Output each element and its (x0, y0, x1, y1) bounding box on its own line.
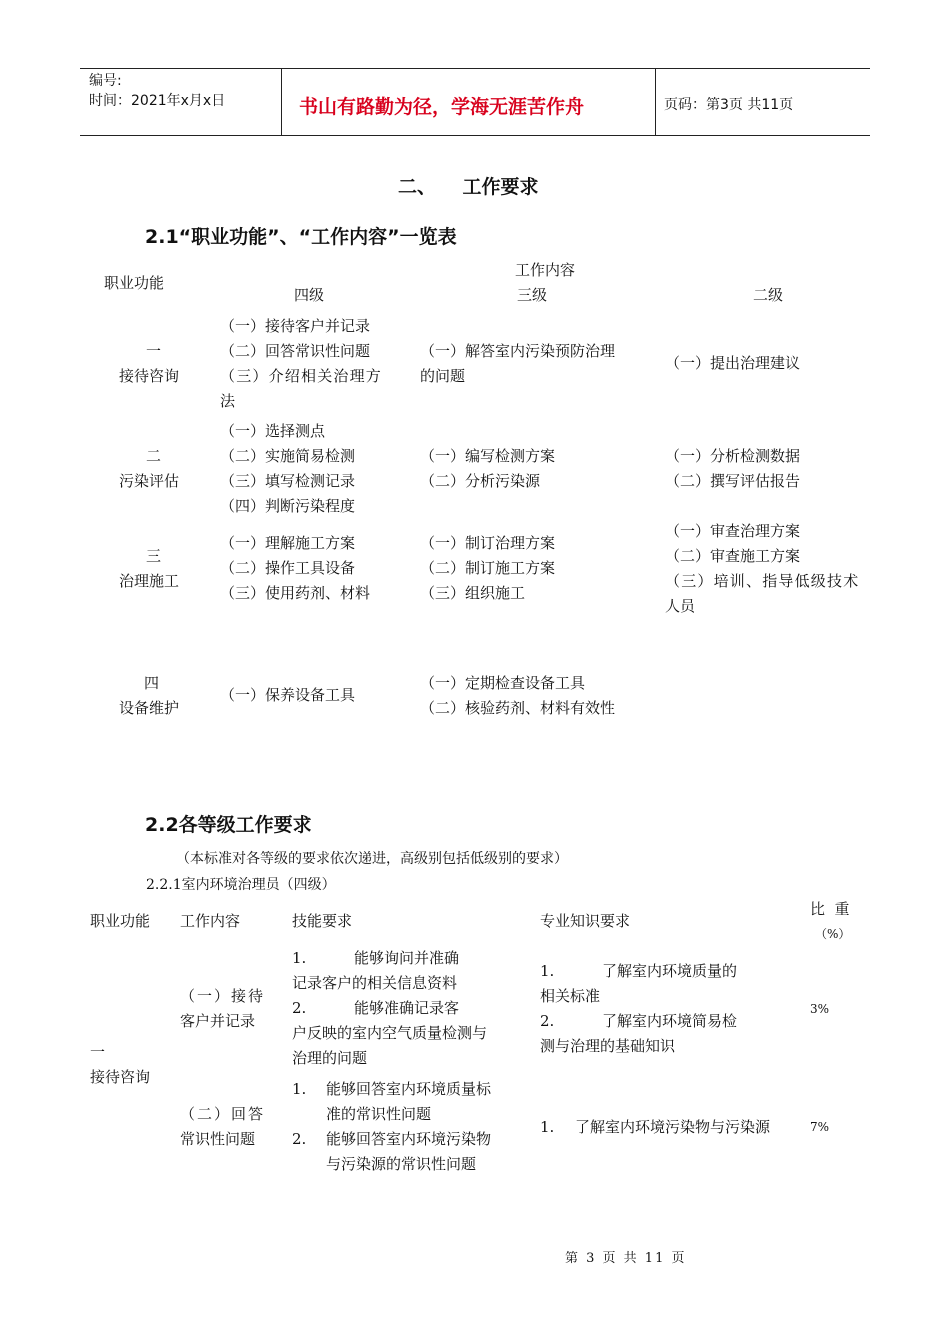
table2-header-function: 职业功能 (90, 912, 151, 930)
row2-level2-item1: （一）分析检测数据 (665, 447, 801, 465)
header-divider-left (281, 68, 282, 136)
row3-level3-item3: （三）组织施工 (420, 584, 526, 602)
row3-level2-item3: （三）培训、指导低级技术 (665, 572, 860, 590)
header-time-label: 时间：2021年x月x日 (89, 93, 226, 109)
row4-function-name: 设备维护 (119, 699, 180, 717)
row1-function-number: 一 (146, 342, 162, 360)
header-divider-right (655, 68, 656, 136)
page-footer: 第 3 页 共 11 页 (565, 1251, 687, 1266)
table2-function-number: 一 (90, 1043, 106, 1061)
table2-row2-knowledge-text: 了解室内环境污染物与污染源 (575, 1118, 771, 1136)
row2-level4-item1: （一）选择测点 (220, 422, 326, 440)
row2-function-name: 污染评估 (119, 472, 180, 490)
header-page-label: 页码：第3页 共11页 (664, 97, 794, 113)
row3-function-name: 治理施工 (119, 572, 180, 590)
row2-level3-item1: （一）编写检测方案 (420, 447, 556, 465)
row4-function-number: 四 (144, 674, 160, 692)
section22-subtitle: 2.2.1室内环境治理员（四级） (146, 877, 336, 893)
table2-row1-knowledge-1: 1. 了解室内环境质量的 (540, 962, 737, 980)
table2-row2-skill-2-line1: 能够回答室内环境污染物 (326, 1130, 492, 1148)
table2-row1-weight: 3% (810, 1002, 830, 1016)
table2-row2-skill-1-line1: 能够回答室内环境质量标 (326, 1080, 492, 1098)
table1-header-function: 职业功能 (104, 274, 165, 292)
table1-header-level2: 二级 (753, 286, 784, 304)
table2-row1-content-2: 客户并记录 (180, 1012, 256, 1030)
row3-level2-item1: （一）审查治理方案 (665, 522, 801, 540)
table2-row2-content-1: （二）回答 (180, 1105, 266, 1123)
row2-level4-item2: （二）实施简易检测 (220, 447, 356, 465)
row1-level4-item1: （一）接待客户并记录 (220, 317, 371, 335)
row2-level2-item2: （二）撰写评估报告 (665, 472, 801, 490)
row1-level2-item1: （一）提出治理建议 (665, 354, 801, 372)
row3-level3-item2: （二）制订施工方案 (420, 559, 556, 577)
table1-header-content: 工作内容 (515, 261, 576, 279)
table2-row2-skill-1-num: 1. (292, 1080, 307, 1098)
row3-level2-item2: （二）审查施工方案 (665, 547, 801, 565)
row3-level4-item3: （三）使用药剂、材料 (220, 584, 371, 602)
row1-function-name: 接待咨询 (119, 367, 180, 385)
table1-title: 2.1“职业功能”、“工作内容”一览表 (145, 226, 457, 248)
header-number-label: 编号: (89, 73, 122, 89)
row4-level3-item2: （二）核验药剂、材料有效性 (420, 699, 616, 717)
header-top-rule (80, 68, 870, 69)
row2-function-number: 二 (146, 447, 162, 465)
section-title: 二、 工作要求 (398, 176, 539, 198)
table2-row1-skill-3: 2. 能够准确记录客 (292, 999, 459, 1017)
table2-row2-skill-1-line2: 准的常识性问题 (326, 1105, 432, 1123)
row1-level4-item2: （二）回答常识性问题 (220, 342, 371, 360)
row3-level3-item1: （一）制订治理方案 (420, 534, 556, 552)
table2-row1-knowledge-4: 测与治理的基础知识 (540, 1037, 676, 1055)
table1-header-level4: 四级 (294, 286, 325, 304)
table2-row2-knowledge-num: 1. (540, 1118, 555, 1136)
row4-level3-item1: （一）定期检查设备工具 (420, 674, 586, 692)
table2-header-skill: 技能要求 (292, 912, 353, 930)
row1-level3-item1-cont: 的问题 (420, 367, 466, 385)
table2-header-content: 工作内容 (180, 912, 241, 930)
table2-row1-content-1: （一）接待 (180, 987, 266, 1005)
table2-function-name: 接待咨询 (90, 1068, 151, 1086)
row1-level3-item1: （一）解答室内污染预防治理 (420, 342, 616, 360)
table2-header-weight: 比 重 (810, 900, 850, 918)
table2-row1-skill-2: 记录客户的相关信息资料 (292, 974, 458, 992)
table2-row2-weight: 7% (810, 1120, 830, 1134)
header-motto: 书山有路勤为径，学海无涯苦作舟 (299, 96, 585, 118)
row2-level3-item2: （二）分析污染源 (420, 472, 541, 490)
row4-level4-item1: （一）保养设备工具 (220, 686, 356, 704)
row3-level4-item2: （二）操作工具设备 (220, 559, 356, 577)
table2-row1-knowledge-3: 2. 了解室内环境简易检 (540, 1012, 737, 1030)
table2-row2-skill-2-line2: 与污染源的常识性问题 (326, 1155, 477, 1173)
row2-level4-item4: （四）判断污染程度 (220, 497, 356, 515)
table2-row2-skill-2-num: 2. (292, 1130, 307, 1148)
row3-level2-item3-cont: 人员 (665, 597, 696, 615)
row2-level4-item3: （三）填写检测记录 (220, 472, 356, 490)
table2-row1-skill-1: 1. 能够询问并准确 (292, 949, 459, 967)
table2-row1-skill-4: 户反映的室内空气质量检测与 (292, 1024, 488, 1042)
table2-row1-skill-5: 治理的问题 (292, 1049, 368, 1067)
header-bottom-rule (80, 135, 870, 136)
table2-row2-content-2: 常识性问题 (180, 1130, 256, 1148)
section22-title: 2.2各等级工作要求 (145, 814, 312, 836)
table1-header-level3: 三级 (517, 286, 548, 304)
table2-header-knowledge: 专业知识要求 (540, 912, 631, 930)
row3-level4-item1: （一）理解施工方案 (220, 534, 356, 552)
row3-function-number: 三 (146, 547, 162, 565)
table2-header-weight-unit: （%） (815, 927, 851, 941)
section22-note: （本标准对各等级的要求依次递进，高级别包括低级别的要求） (176, 851, 568, 867)
table2-row1-knowledge-2: 相关标准 (540, 987, 601, 1005)
row1-level4-item3: （三）介绍相关治理方 (220, 367, 383, 385)
row1-level4-item3-cont: 法 (220, 392, 236, 410)
